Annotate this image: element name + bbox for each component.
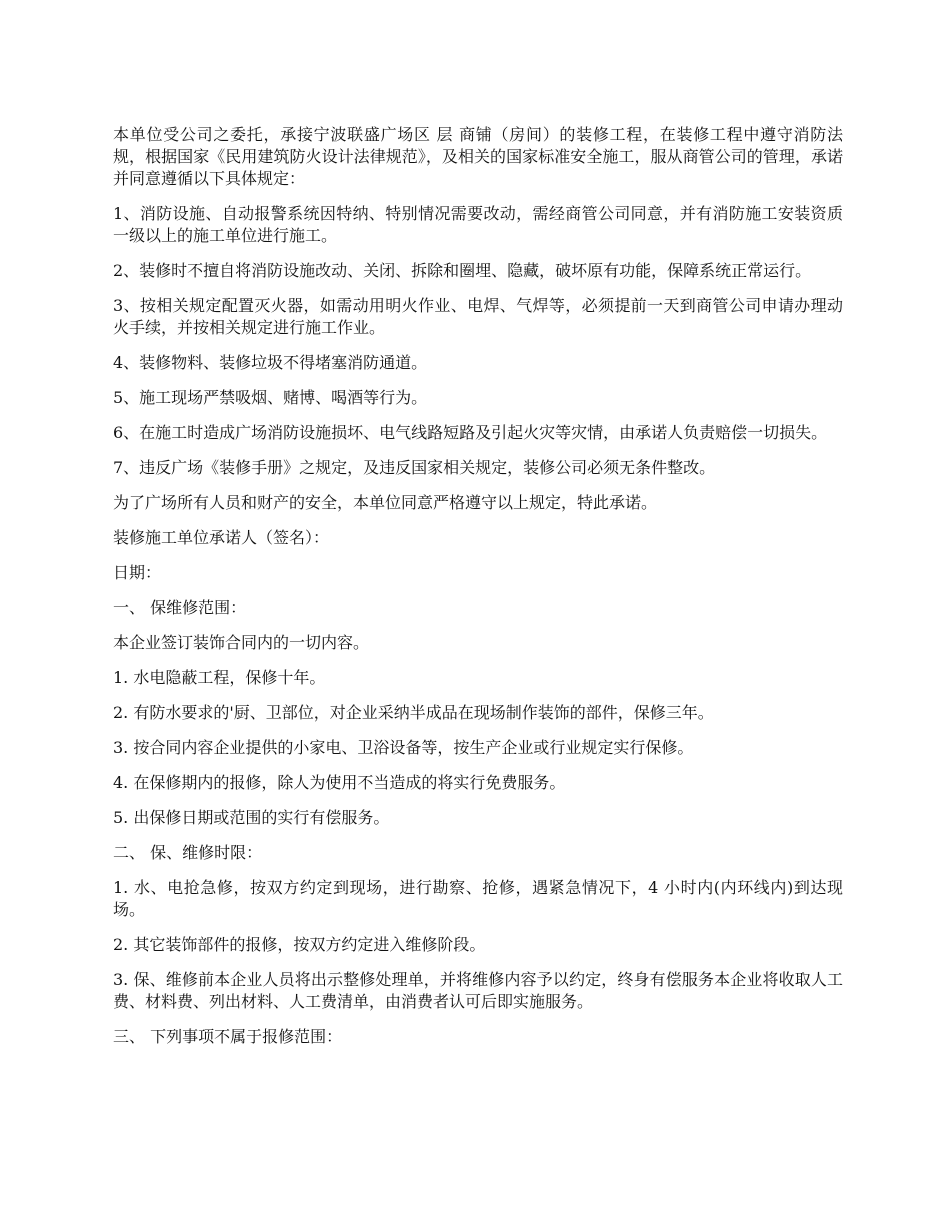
section-2-item-2: 2. 其它装饰部件的报修，按双方约定进入维修阶段。 [113, 935, 486, 954]
section-1-item-5: 5. 出保修日期或范围的实行有偿服务。 [113, 808, 390, 827]
section-heading-2: 二、 保、维修时限： [113, 843, 263, 862]
section-2-item-1: 1. 水、电抢急修，按双方约定到现场，进行勘察、抢修，遇紧急情况下，4 小时内(内环线内)到达现场。 [113, 878, 843, 919]
section-heading-3: 三、 下列事项不属于报修范围： [113, 1027, 343, 1046]
rule-item-7: 7、违反广场《装修手册》之规定，及违反国家相关规定，装修公司必须无条件整改。 [113, 458, 716, 477]
section-2-item-3: 3. 保、维修前本企业人员将出示整修处理单，并将维修内容予以约定，终身有偿服务本企业将收取人工费、材料费、列出材料、人工费清单，由消费者认可后即实施服务。 [113, 970, 843, 1011]
section-1-item-4: 4. 在保修期内的报修，除人为使用不当造成的将实行免费服务。 [113, 773, 566, 792]
rule-item-2: 2、装修时不擅自将消防设施改动、关闭、拆除和圈埋、隐藏，破坏原有功能，保障系统正常运行。 [113, 261, 812, 280]
section-1-item-3: 3. 按合同内容企业提供的小家电、卫浴设备等，按生产企业或行业规定实行保修。 [113, 738, 694, 757]
commitment-statement: 为了广场所有人员和财产的安全，本单位同意严格遵守以上规定，特此承诺。 [113, 493, 658, 512]
rule-item-4: 4、装修物料、装修垃圾不得堵塞消防通道。 [113, 353, 428, 372]
date-line: 日期： [113, 563, 162, 582]
intro-paragraph: 本单位受公司之委托，承接宁波联盛广场区 层 商铺（房间）的装修工程，在装修工程中遵守消防法规，根据国家《民用建筑防火设计法律规范》，及相关的国家标准安全施工，服从商管公司的管理，承诺并同意遵循以下具体规定： [113, 125, 843, 188]
rule-item-3: 3、按相关规定配置灭火器，如需动用明火作业、电焊、气焊等，必须提前一天到商管公司申请办理动火手续，并按相关规定进行施工作业。 [113, 296, 843, 337]
rule-item-5: 5、施工现场严禁吸烟、赌博、喝酒等行为。 [113, 388, 428, 407]
section-1-item-2: 2. 有防水要求的'厨、卫部位，对企业采纳半成品在现场制作装饰的部件，保修三年。 [113, 703, 714, 722]
rule-item-6: 6、在施工时造成广场消防设施损坏、电气线路短路及引起火灾等灾情，由承诺人负责赔偿一切损失。 [113, 423, 828, 442]
signature-line: 装修施工单位承诺人（签名）： [113, 528, 330, 547]
section-heading-1: 一、 保维修范围： [113, 598, 247, 617]
section-1-item-1: 1. 水电隐蔽工程，保修十年。 [113, 668, 326, 687]
section-1-intro: 本企业签订装饰合同内的一切内容。 [113, 633, 370, 652]
document-body [113, 124, 843, 1061]
rule-item-1: 1、消防设施、自动报警系统因特纳、特别情况需要改动，需经商管公司同意，并有消防施工安装资质一级以上的施工单位进行施工。 [113, 204, 843, 245]
